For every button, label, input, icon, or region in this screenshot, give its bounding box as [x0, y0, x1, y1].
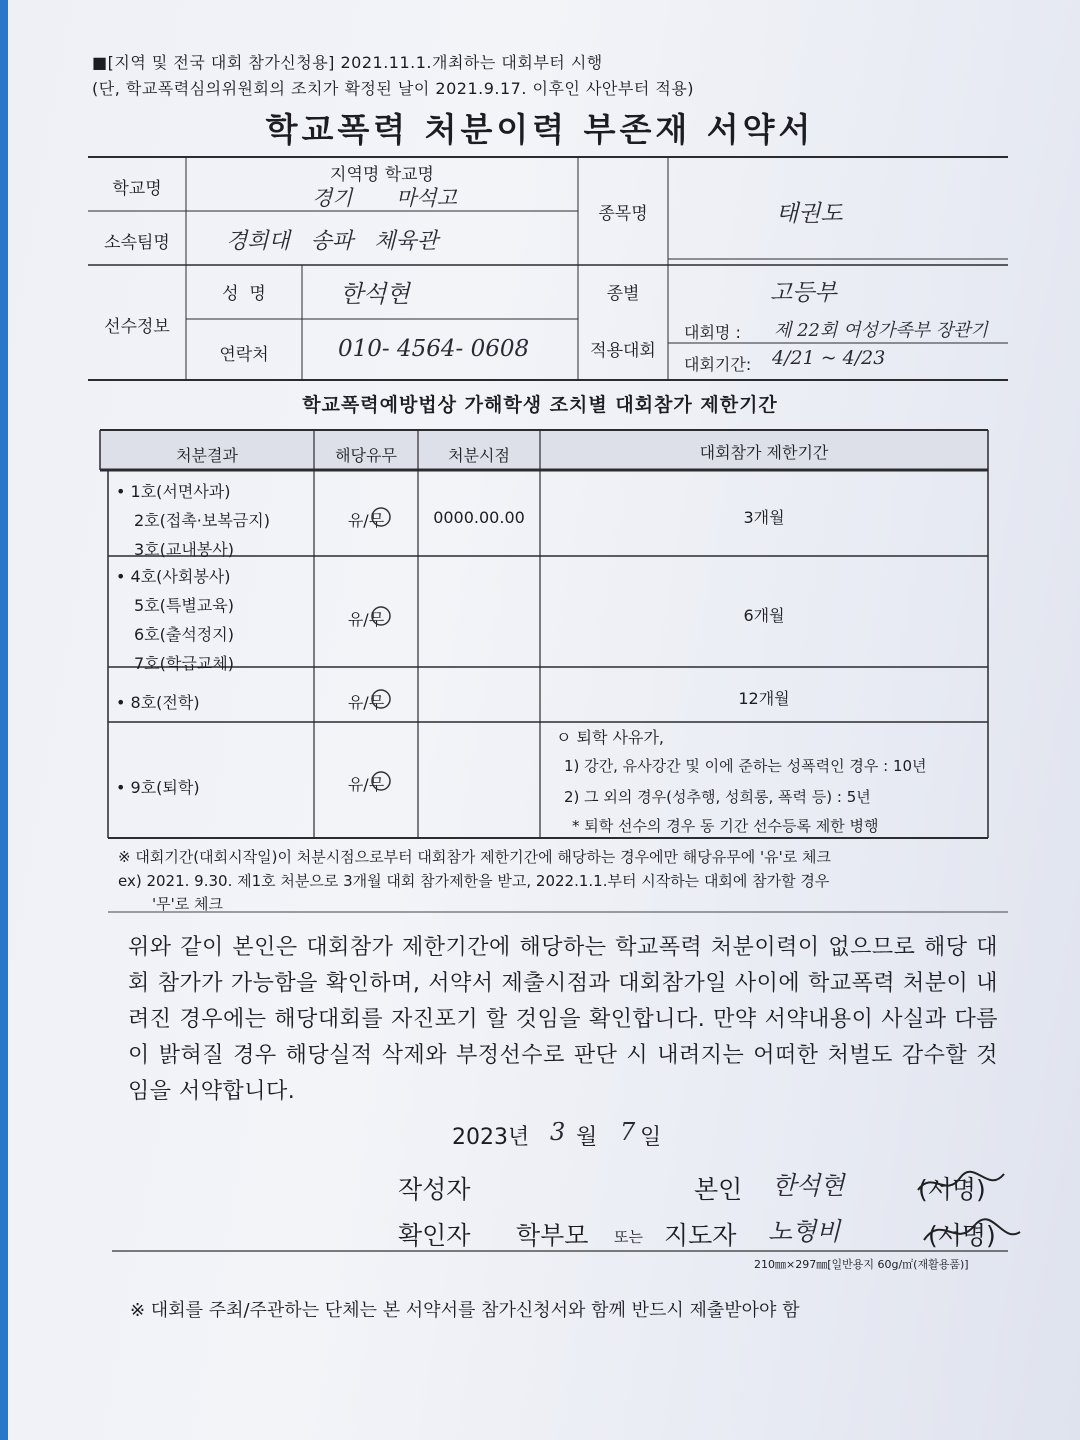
date-month-label: 월 [576, 1125, 598, 1150]
row3-item-1: • 8호(전학) [116, 693, 200, 712]
player-info-label: 선수정보 [104, 317, 170, 337]
row4-period-line-2: 1) 강간, 유사강간 및 이에 준하는 성폭력인 경우 : 10년 [564, 757, 927, 775]
row4-check: 유/무 [347, 775, 385, 794]
row1-date: 0000.00.00 [433, 508, 525, 527]
event-period-label: 대회기간: [684, 355, 752, 374]
sport-label: 종목명 [598, 204, 648, 224]
row2-check: 유/무 [347, 610, 385, 629]
team-value: 경희대 송파 체육관 [226, 229, 439, 254]
writer-label: 작성자 [398, 1175, 471, 1204]
document-title: 학교폭력 처분이력 부존재 서약서 [265, 110, 815, 149]
paper-spec: 210㎜×297㎜[일반용지 60g/㎡(재활용품)] [754, 1258, 969, 1271]
note-2-line-1: ex) 2021. 9.30. 제1호 처분으로 3개월 대회 참가제한을 받고, 2022.1.1.부터 시작하는 대회에 참가할 경우 [118, 872, 830, 890]
row1-item-2: 2호(접촉·보복금지) [134, 511, 270, 530]
school-sub-label: 지역명 학교명 [330, 165, 434, 185]
date-day: 7 [620, 1118, 636, 1146]
row4-period-line-3: 2) 그 외의 경우(성추행, 성희롱, 폭력 등) : 5년 [564, 788, 871, 806]
row1-item-3: 3호(교내봉사) [134, 540, 234, 559]
restriction-subtitle: 학교폭력예방법상 가해학생 조치별 대회참가 제한기간 [302, 394, 778, 416]
row2-item-4: 7호(학급교체) [134, 654, 234, 673]
self-label: 본인 [694, 1175, 743, 1204]
event-label: 적용대회 [590, 341, 656, 361]
row1-item-1: • 1호(서면사과) [116, 482, 231, 501]
name-label: 성 명 [222, 284, 266, 304]
row3-check: 유/무 [347, 693, 385, 712]
coach-label: 지도자 [664, 1221, 737, 1250]
self-sign-label: (서명) [918, 1175, 986, 1204]
header-applicable: 해당유무 [335, 446, 397, 465]
row4-period-line-1: ㅇ 퇴학 사유가, [556, 728, 664, 747]
row2-item-1: • 4호(사회봉사) [116, 567, 231, 586]
row4-item-1: • 9호(퇴학) [116, 778, 200, 797]
sport-value: 태권도 [776, 201, 843, 227]
school-label: 학교명 [112, 179, 162, 199]
event-name-value: 제 22회 여성가족부 장관기 [774, 320, 988, 341]
contact-label: 연락처 [219, 345, 269, 365]
blue-desk-edge [0, 0, 8, 1440]
contact-value: 010- 4564- 0608 [338, 336, 530, 362]
row3-period: 12개월 [738, 689, 790, 708]
self-name: 한석현 [772, 1171, 845, 1200]
row1-check: 유/무 [347, 511, 385, 530]
date-month: 3 [550, 1118, 566, 1146]
event-period-value: 4/21 ~ 4/23 [772, 347, 886, 369]
date-day-label: 일 [640, 1125, 662, 1150]
header-date: 처분시점 [448, 446, 510, 465]
team-label: 소속팀명 [104, 233, 170, 253]
header-period: 대회참가 제한기간 [699, 443, 829, 462]
class-value: 고등부 [770, 280, 837, 306]
confirm-label: 확인자 [398, 1221, 471, 1250]
name-value: 한석현 [340, 280, 410, 308]
header-result: 처분결과 [176, 446, 238, 465]
coach-name: 노형비 [768, 1217, 841, 1246]
note-2-line-2: '무'로 체크 [152, 895, 223, 913]
row2-period: 6개월 [743, 606, 785, 625]
notice-line-2: (단, 학교폭력심의위원회의 조치가 확정된 날이 2021.9.17. 이후인 사안부터 적용) [92, 79, 695, 98]
school-name-value: 마석고 [396, 186, 457, 210]
row2-item-2: 5호(특별교육) [134, 596, 234, 615]
event-name-label: 대회명 : [684, 323, 741, 342]
class-label: 종별 [606, 284, 640, 304]
date-year: 2023년 [452, 1125, 530, 1150]
row1-period: 3개월 [743, 508, 785, 527]
row4-period-line-4: * 퇴학 선수의 경우 동 기간 선수등록 제한 병행 [572, 817, 879, 835]
footer-note: ※ 대회를 주최/주관하는 단체는 본 서약서를 참가신청서와 함께 반드시 제출받아야 함 [130, 1300, 800, 1321]
note-1: ※ 대회기간(대회시작일)이 처분시점으로부터 대회참가 제한기간에 해당하는 경우에만 해당유무에 '유'로 체크 [118, 848, 831, 866]
coach-sign-label: (서명) [928, 1221, 996, 1250]
parent-label: 학부모 [516, 1221, 589, 1250]
or-label: 또는 [614, 1228, 643, 1246]
pledge-text: 위와 같이 본인은 대회참가 제한기간에 해당하는 학교폭력 처분이력이 없으므로 해당 대회 참가가 가능함을 확인하며, 서약서 제출시점과 대회참가일 사이에 학교폭력 처분이 내려진 경우에는 해당대회를 자진포기 할 것임을 확인합니다. 만약 서약내용이 사실과 다름이 밝혀질 경우 해당실적 삭제와 부정선수로 판단 시 내려지는 어떠한 처벌도 감수할 것임을 서약합니다. [128, 935, 998, 1104]
row2-item-3: 6호(출석정지) [134, 625, 234, 644]
school-region-value: 경기 [312, 186, 353, 210]
notice-line-1: ■[지역 및 전국 대회 참가신청용] 2021.11.1.개최하는 대회부터 시행 [92, 53, 603, 72]
